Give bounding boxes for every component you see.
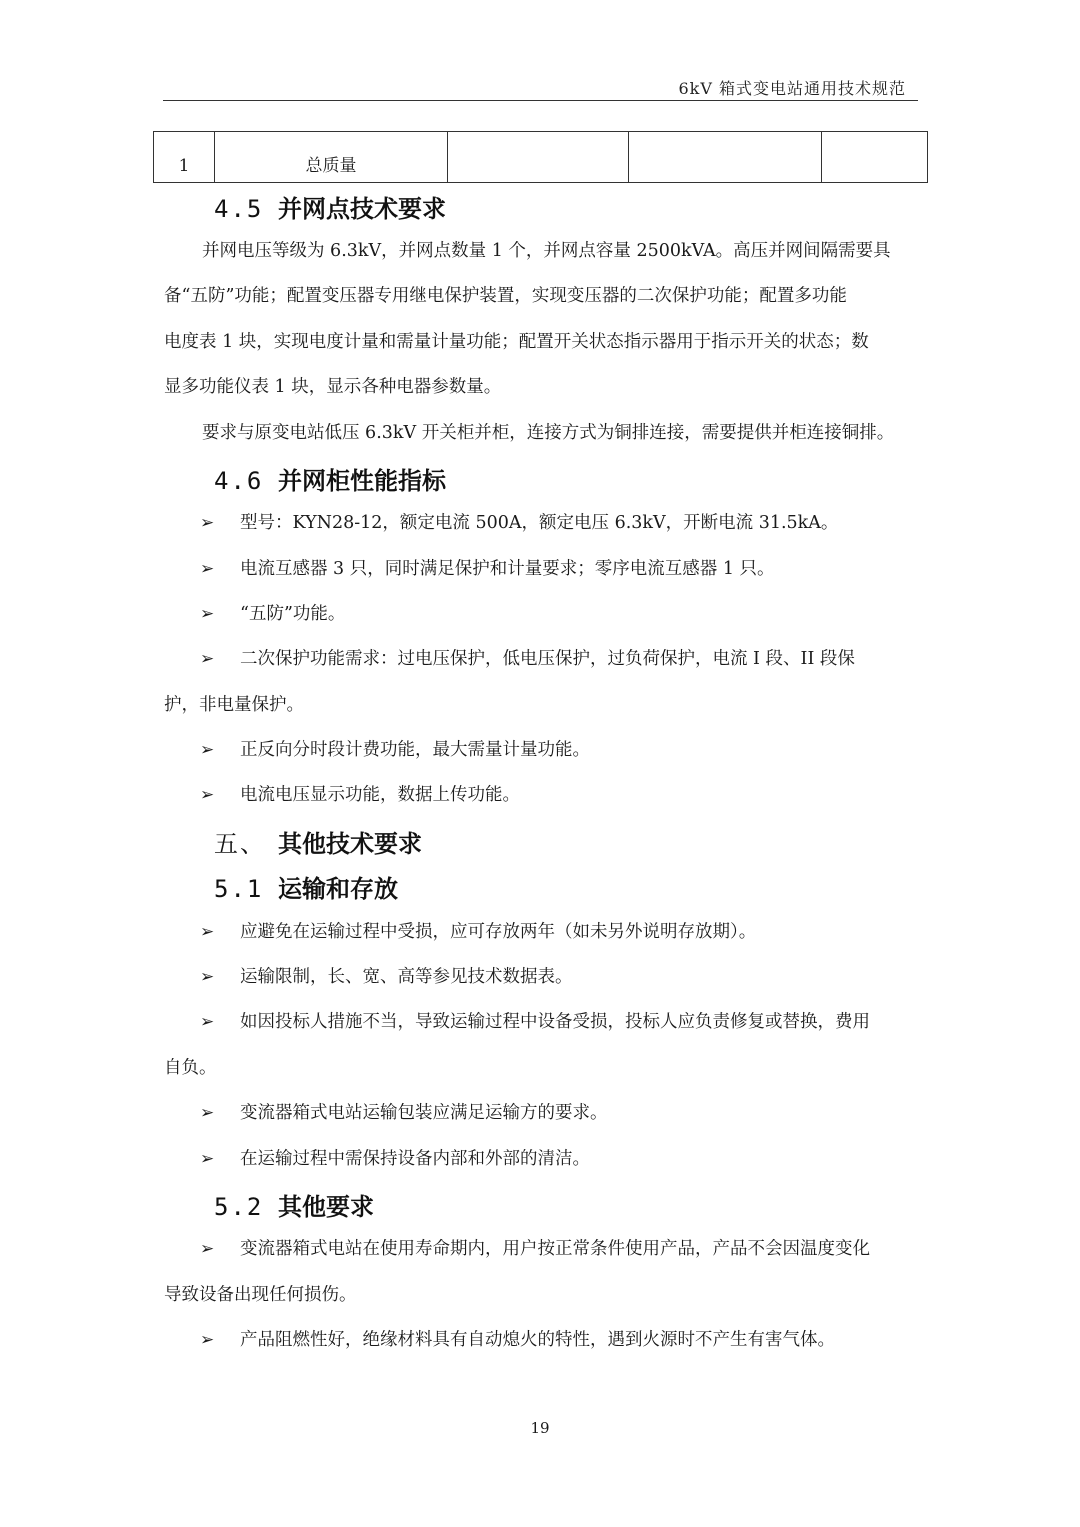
table-cell-empty <box>448 132 629 183</box>
section-number: 五、 <box>214 830 266 858</box>
paragraph-line: 显多功能仪表 1 块，显示各种电器参数量。 <box>164 377 502 397</box>
section-heading-5-2 <box>214 1187 374 1222</box>
arrow-bullet-icon: ➢ <box>200 604 215 624</box>
section-number: 5.1 <box>214 875 264 903</box>
list-item-text-continued: 护，非电量保护。 <box>164 694 304 715</box>
table-cell-empty <box>629 132 822 183</box>
section-heading-4-6 <box>214 461 446 496</box>
list-item <box>164 955 916 1001</box>
arrow-bullet-icon: ➢ <box>200 559 215 579</box>
list-item <box>164 592 916 638</box>
list-item-text-continued: 自负。 <box>164 1057 217 1078</box>
quantity-table <box>153 131 928 183</box>
arrow-bullet-icon: ➢ <box>200 649 215 669</box>
table-row <box>154 132 928 183</box>
section-heading-4-5 <box>214 189 446 224</box>
paragraph-line: 并网电压等级为 6.3kV，并网点数量 1 个，并网点容量 2500kVA。高压并网间隔需要具 <box>202 241 891 261</box>
paragraph-line: 电度表 1 块，实现电度计量和需量计量功能；配置开关状态指示器用于指示开关的状态；数 <box>164 332 869 352</box>
list-item-text: 变流器箱式电站在使用寿命期内，用户按正常条件使用产品，产品不会因温度变化 <box>240 1239 870 1259</box>
list-item-text: 型号：KYN28-12，额定电流 500A，额定电压 6.3kV，开断电流 31.5kA。 <box>240 513 839 533</box>
list-item <box>164 1000 916 1091</box>
list-item-text-continued: 导致设备出现任何损伤。 <box>164 1284 357 1305</box>
section-title: 其他技术要求 <box>278 830 422 858</box>
section-number: 4.5 <box>214 195 264 223</box>
list-item-text: 运输限制，长、宽、高等参见技术数据表。 <box>240 967 573 987</box>
arrow-bullet-icon: ➢ <box>200 922 215 942</box>
header-divider <box>163 100 918 101</box>
arrow-bullet-icon: ➢ <box>200 1103 215 1123</box>
section-title: 并网柜性能指标 <box>278 467 446 495</box>
section-number: 5.2 <box>214 1193 264 1221</box>
section-title: 其他要求 <box>278 1193 374 1221</box>
arrow-bullet-icon: ➢ <box>200 1012 215 1032</box>
arrow-bullet-icon: ➢ <box>200 967 215 987</box>
paragraph-line: 备“五防”功能；配置变压器专用继电保护装置，实现变压器的二次保护功能；配置多功能 <box>164 286 847 306</box>
arrow-bullet-icon: ➢ <box>200 1330 215 1350</box>
list-item-text: 二次保护功能需求：过电压保护，低电压保护，过负荷保护，电流 I 段、II 段保 <box>240 649 855 669</box>
list-item-text: “五防”功能。 <box>240 604 346 624</box>
list-item-text: 电流电压显示功能，数据上传功能。 <box>240 785 520 805</box>
arrow-bullet-icon: ➢ <box>200 740 215 760</box>
table-cell-empty <box>822 132 928 183</box>
list-item-text: 应避免在运输过程中受损，应可存放两年（如未另外说明存放期）。 <box>240 922 757 942</box>
list-item-text: 在运输过程中需保持设备内部和外部的清洁。 <box>240 1149 590 1169</box>
arrow-bullet-icon: ➢ <box>200 1149 215 1169</box>
list-item <box>164 1091 916 1137</box>
table-cell-index: 1 <box>154 132 215 183</box>
arrow-bullet-icon: ➢ <box>200 513 215 533</box>
list-item-text: 如因投标人措施不当，导致运输过程中设备受损，投标人应负责修复或替换，费用 <box>240 1012 870 1032</box>
list-item <box>164 1137 916 1183</box>
list-item <box>164 1318 916 1364</box>
list-item-text: 产品阻燃性好，绝缘材料具有自动熄火的特性，遇到火源时不产生有害气体。 <box>240 1330 835 1350</box>
list-item <box>164 1227 916 1318</box>
section-heading-5-1 <box>214 869 398 904</box>
list-item <box>164 773 916 819</box>
paragraph-line: 要求与原变电站低压 6.3kV 开关柜并柜，连接方式为铜排连接，需要提供并柜连接铜排。 <box>202 423 895 443</box>
section-title: 并网点技术要求 <box>278 195 446 223</box>
page-number: 19 <box>530 1419 550 1437</box>
arrow-bullet-icon: ➢ <box>200 785 215 805</box>
table-cell-name: 总质量 <box>215 132 448 183</box>
section-title: 运输和存放 <box>278 875 398 903</box>
list-item <box>164 547 916 593</box>
list-item <box>164 637 916 728</box>
chapter-heading-5 <box>214 824 422 859</box>
list-item <box>164 910 916 956</box>
list-item <box>164 728 916 774</box>
list-item-text: 电流互感器 3 只，同时满足保护和计量要求；零序电流互感器 1 只。 <box>240 559 775 579</box>
list-item <box>164 501 916 547</box>
arrow-bullet-icon: ➢ <box>200 1239 215 1259</box>
list-item-text: 变流器箱式电站运输包装应满足运输方的要求。 <box>240 1103 608 1123</box>
header-title: 6kV 箱式变电站通用技术规范 <box>678 79 906 98</box>
list-item-text: 正反向分时段计费功能，最大需量计量功能。 <box>240 740 590 760</box>
section-number: 4.6 <box>214 467 264 495</box>
